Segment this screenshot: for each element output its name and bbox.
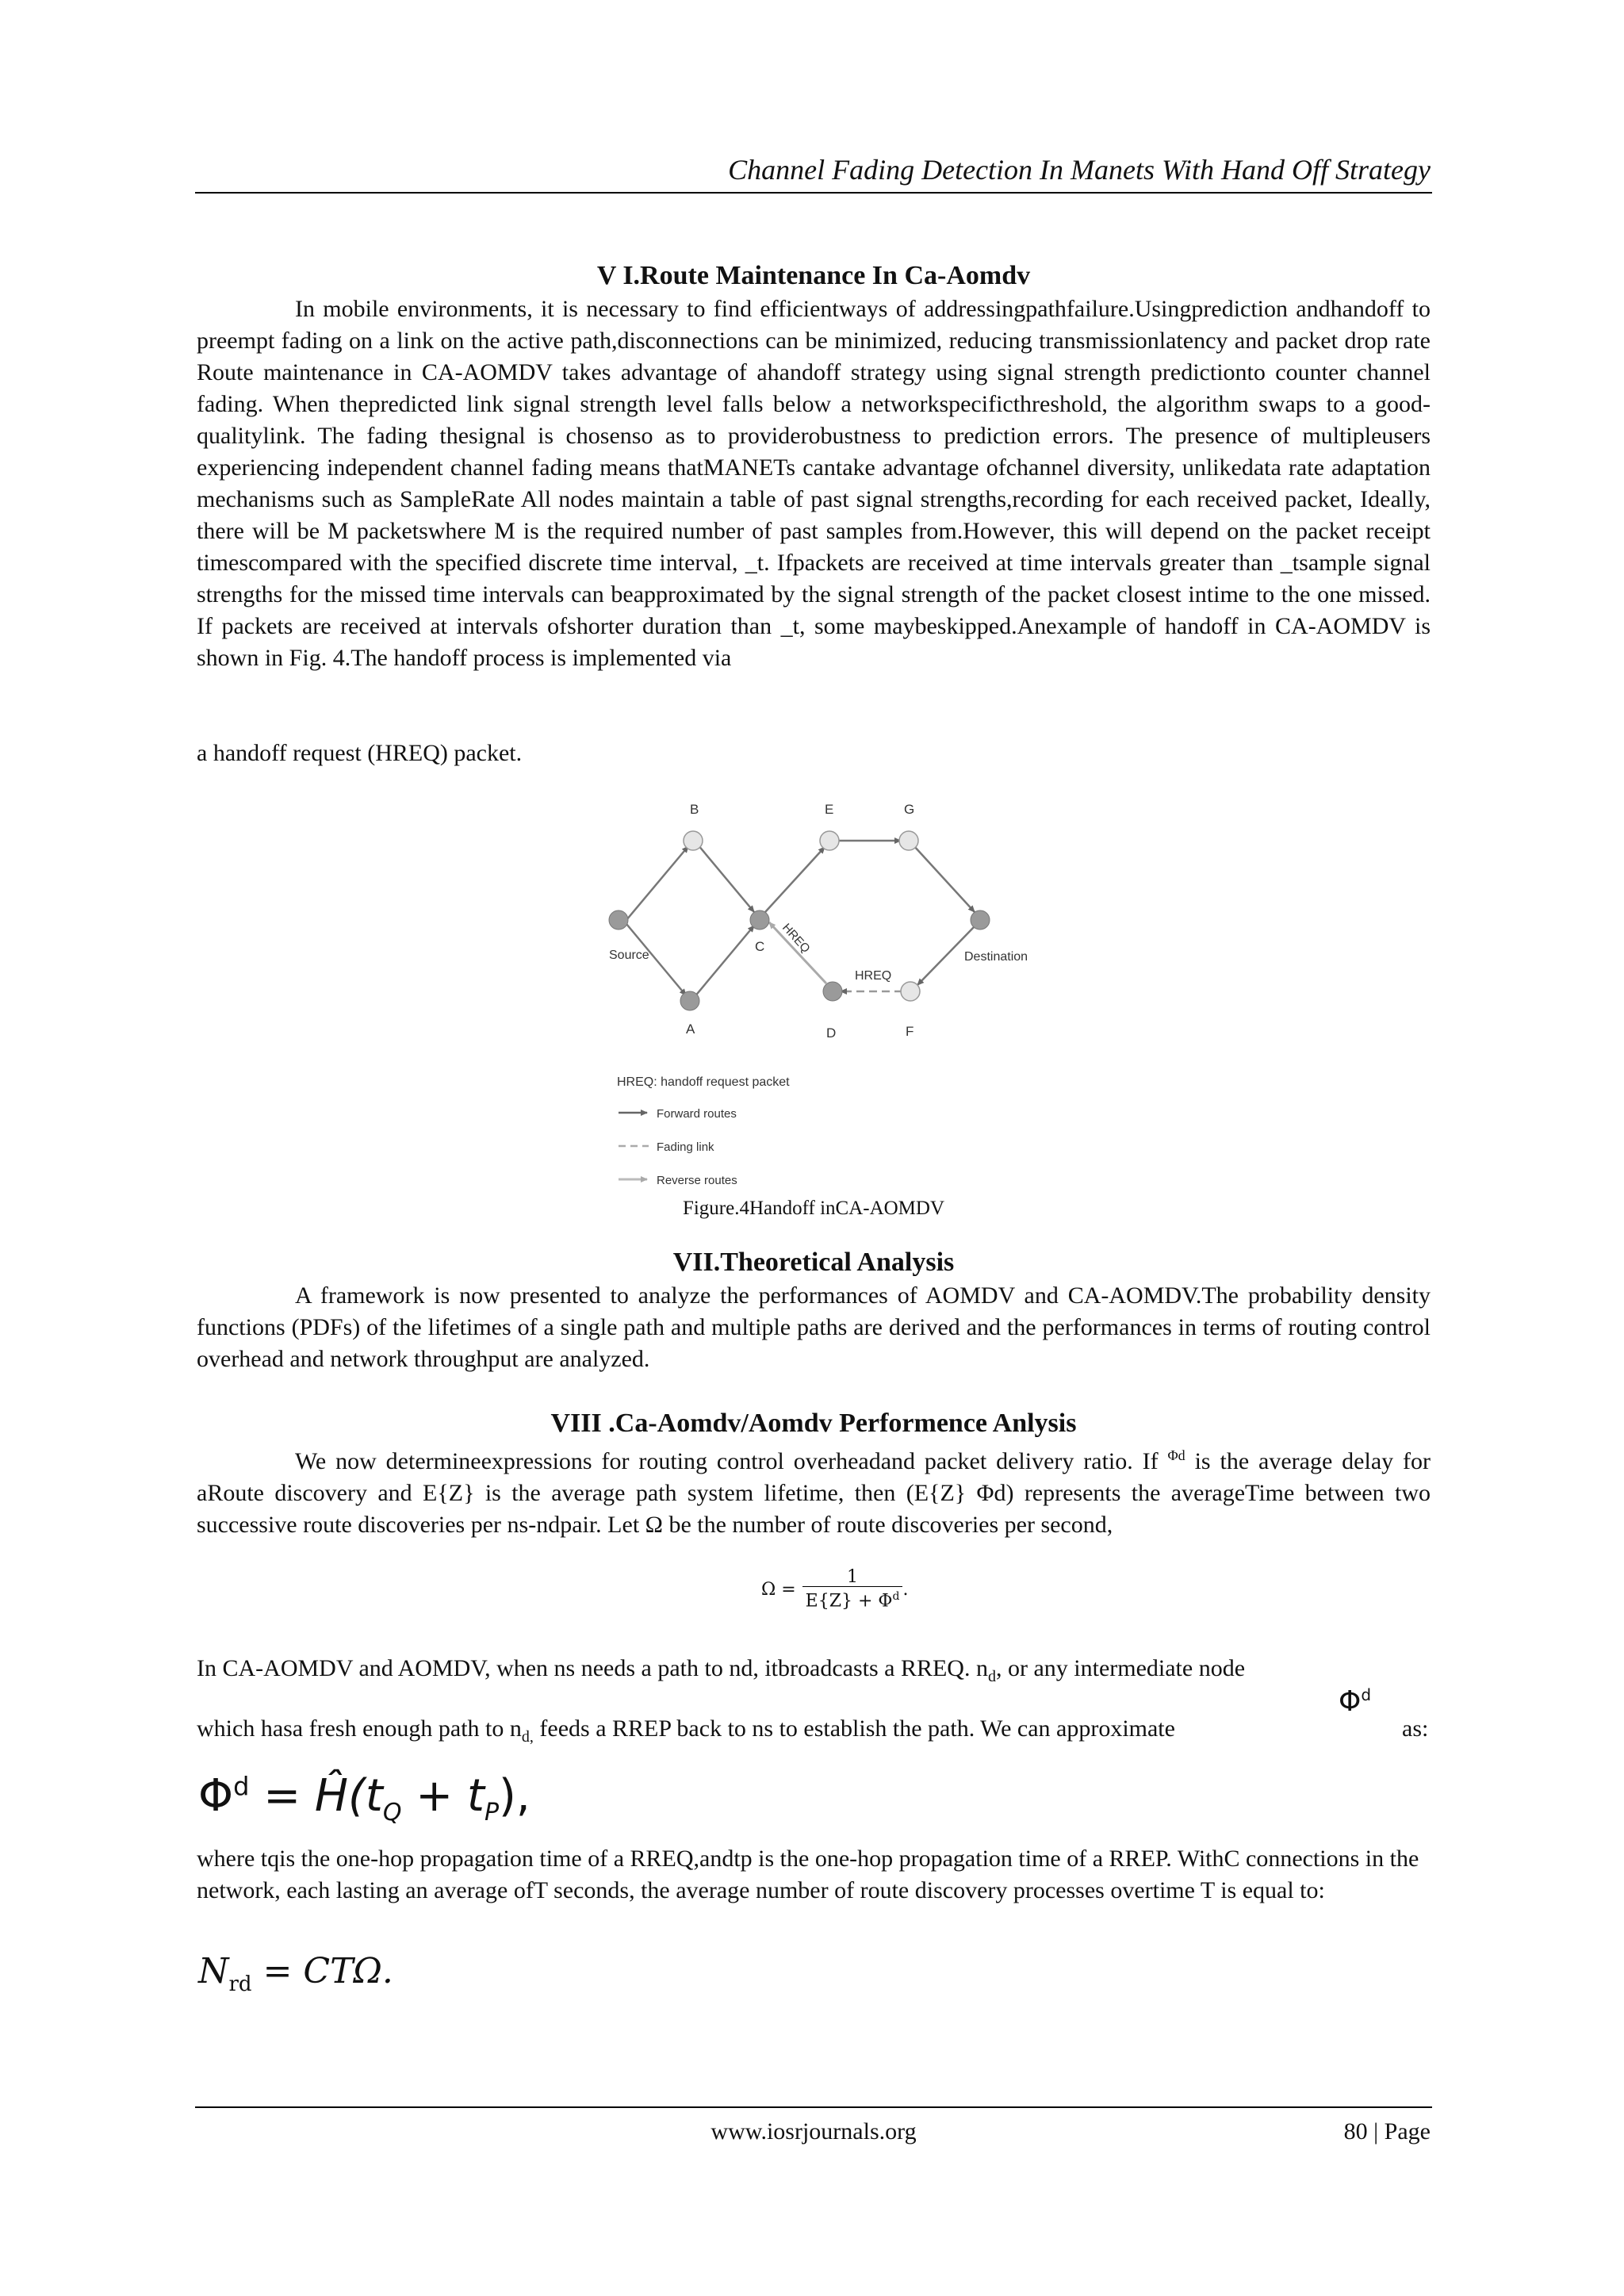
handoff-network-svg [587, 793, 1047, 1205]
p2-line2-end: as: [1402, 1715, 1429, 1742]
section-6-paragraph-end: a handoff request (HREQ) packet. [197, 740, 523, 766]
label-b: B [690, 802, 699, 817]
p2-line1-b: , or any intermediate node [995, 1655, 1246, 1681]
node-a [680, 991, 699, 1010]
eq1-den-text: E{Z} + Φ [805, 1591, 893, 1612]
eq1-lhs: Ω = [761, 1580, 796, 1600]
node-g [899, 831, 918, 850]
p2-line2-a: which hasa fresh enough path to n [197, 1715, 522, 1742]
section-8-paragraph-2-line-2 [197, 1713, 1431, 1753]
label-source: Source [609, 949, 649, 962]
section-7-paragraph-text: A framework is now presented to analyze the performances of AOMDV and CA-AOMDV.The probability density functions (PDFs) of the lifetimes of a single path and multiple paths are derived and the performances in terms of routing control overhead and network throughput are analyzed. [197, 1282, 1431, 1372]
p2-line2-b: feeds a RREP back to ns to establish the path. We can approximate [533, 1715, 1175, 1742]
node-d [823, 982, 842, 1001]
node-source [609, 910, 628, 930]
label-f: F [906, 1024, 914, 1039]
eq3-n: N [198, 1951, 229, 1991]
eq3-sub-rd: rd [228, 1972, 252, 1996]
legend-forward-label: Forward routes [657, 1107, 737, 1121]
section-7-title: VII.Theoretical Analysis [672, 1248, 955, 1277]
section-8-p1-text-a: We now determineexpressions for routing control overheadand packet delivery ratio. If [295, 1448, 1168, 1474]
section-8-title: VIII .Ca-Aomdv/Aomdv Performence Anlysis [550, 1409, 1077, 1438]
running-header-title: Channel Fading Detection In Manets With Hand Off Strategy [728, 154, 1431, 186]
section-7-paragraph [197, 1280, 1431, 1375]
eq2-sub-p: P [484, 1799, 500, 1827]
eq1-numerator: 1 [847, 1567, 859, 1587]
node-b [684, 831, 703, 850]
section-6-paragraph-text: In mobile environments, it is necessary to find efficientways of addressingpathfailure.Usingprediction andhandoff to preempt fading on a link on the active path,disconnections can be minimized, reducing transmissionlatency and packet drop rate Route maintenance in CA-AOMDV takes advantage of ahandoff strategy using signal strength predictionto counter channel fading. When thepredicted link signal strength level falls below a networkspecificthreshold, the algorithm swaps to a good-qualitylink. The fading thesignal is chosenso as to providerobustness to prediction errors. The presence of multipleusers experiencing independent channel fading means thatMANETs cantake advantage ofchannel diversity, unlikedata rate adaptation mechanisms such as SampleRate All nodes maintain a table of past signal strengths,recording for each received packet, Ideally, there will be M packetswhere M is the required number of past samples from.However, this will depend on the packet receipt timescompared with the specified discrete time interval, _t. Ifpackets are received at time intervals greater than _tsample signal strengths for the missed time intervals can beapproximated by the signal strength of the packet closest intime to the one missed. If packets are received at intervals ofshorter duration than _t, some maybeskipped.Anexample of handoff in CA-AOMDV is shown in Fig. 4.The handoff process is implemented via [197, 296, 1431, 671]
eq1-fraction [802, 1569, 903, 1611]
equation-omega [761, 1569, 908, 1611]
node-destination [971, 910, 990, 930]
p2-line1-sub: d [987, 1668, 996, 1685]
eq2-phi-sup: d [233, 1771, 250, 1802]
edge-g-destination [914, 845, 975, 912]
node-e [820, 831, 839, 850]
footer-website: www.iosrjournals.org [710, 2118, 917, 2145]
section-8-paragraph-3: where tqis the one-hop propagation time of a RREQ,andtp is the one-hop propagation time of a RREP. WithC connections in the network, each lasting an average ofT seconds, the average number of route discovery processes overtime T is equal to: [197, 1846, 1419, 1903]
legend-reverse-label: Reverse routes [657, 1174, 737, 1187]
section-8-paragraph-2-line-1 [197, 1653, 1431, 1692]
eq1-trailing-dot: . [902, 1580, 909, 1600]
legend-fading-label: Fading link [657, 1140, 714, 1154]
eq2-h: = Ĥ(t [249, 1770, 383, 1822]
label-e: E [825, 802, 834, 817]
eq2-plus-t: + t [401, 1770, 485, 1822]
label-hreq-horizontal: HREQ [855, 969, 892, 983]
edge-b-c [698, 845, 754, 912]
eq1-denominator [802, 1586, 903, 1611]
phi-d-inline-image [1339, 1685, 1371, 1718]
label-c: C [755, 939, 765, 954]
eq2-sub-q: Q [382, 1799, 402, 1827]
label-destination: Destination [964, 950, 1028, 964]
node-c [750, 910, 769, 930]
section-8-paragraph-1 [197, 1439, 1431, 1541]
label-g: G [904, 802, 915, 817]
edge-c-e [765, 847, 825, 912]
figure-4-caption: Figure.4Handoff inCA-AOMDV [682, 1198, 945, 1219]
label-d: D [826, 1025, 837, 1041]
figure-4-diagram [587, 793, 1047, 1205]
edge-a-c [694, 926, 754, 998]
node-f [901, 982, 920, 1001]
phi-d-inline: Φd [1167, 1447, 1185, 1463]
edge-source-b [626, 846, 688, 920]
header-rule [195, 192, 1432, 194]
eq2-phi: Φ [198, 1770, 234, 1822]
eq3-rhs: = CTΩ. [251, 1951, 393, 1991]
label-hreq-diagonal: HREQ [779, 921, 813, 956]
label-a: A [686, 1022, 695, 1037]
equation-nrd [198, 1951, 393, 1996]
legend-title: HREQ: handoff request packet [617, 1075, 790, 1089]
phi-d-inline-symbol: Φ [1339, 1685, 1362, 1718]
footer-page-number: 80 | Page [1343, 2118, 1431, 2145]
footer-rule [195, 2106, 1432, 2108]
p2-line1-a: In CA-AOMDV and AOMDV, when ns needs a path to nd, itbroadcasts a RREQ. n [197, 1655, 988, 1681]
phi-d-inline-sup: d [1361, 1685, 1372, 1704]
eq1-den-sup: d [892, 1590, 900, 1603]
section-6-title: V I.Route Maintenance In Ca-Aomdv [596, 261, 1031, 290]
section-8-p1-text-b: is the average delay for aRoute discovery and E{Z} is the average path system lifetime, then (E{Z} Φd) represents the averageTime between two successive route discoveries per ns-ndpair. Let Ω be the number of route discoveries per second, [197, 1448, 1431, 1538]
section-6-paragraph [197, 293, 1431, 674]
eq2-close: ), [499, 1770, 530, 1822]
p2-line2-sub: d, [521, 1728, 534, 1746]
equation-phi-d [198, 1770, 530, 1826]
